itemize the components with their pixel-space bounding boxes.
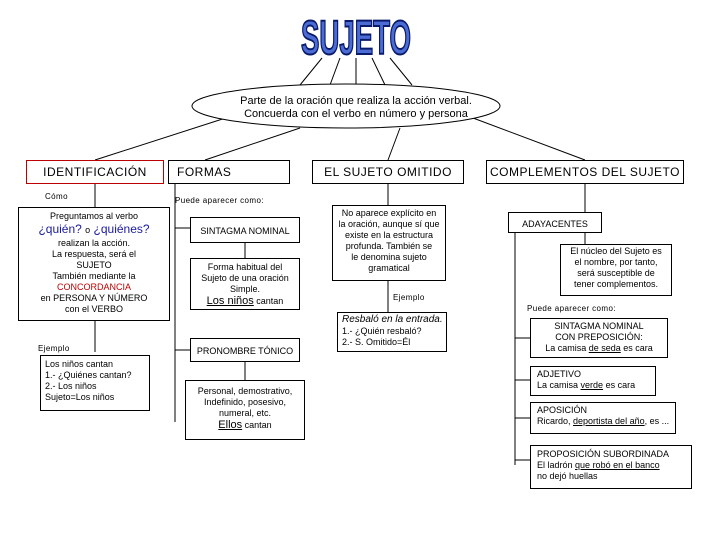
title-logo <box>296 6 416 65</box>
complementos-header: COMPLEMENTOS DEL SUJETO <box>486 160 684 184</box>
identificacion-box <box>18 207 170 321</box>
pronombre-tonico-label: PRONOMBRE TÓNICO <box>196 346 294 356</box>
adyacentes-desc-box <box>560 244 672 296</box>
pron-desc-3: numeral, etc. <box>218 408 272 418</box>
omitido-desc-3: existe en la estructura <box>344 230 434 240</box>
snprep-ex-b: es cara <box>623 343 653 353</box>
pron-desc-2: Indefinido, posesivo, <box>203 397 287 407</box>
sn-desc-1: Forma habitual del <box>207 262 283 272</box>
adyacentes-label: ADAYACENTES <box>522 219 588 229</box>
sn-example <box>191 295 299 307</box>
id-question-1: ¿quién? <box>38 222 82 236</box>
id-line-8: en PERSONA Y NÚMERO <box>40 293 148 303</box>
omitido-desc-2: la oración, aunque sí que <box>338 219 440 229</box>
omitido-ex-3: 2.- S. Omitido=Él <box>342 337 411 347</box>
snprep-ex <box>531 343 667 354</box>
proposicion-box <box>530 445 692 489</box>
formas-puede-label: Puede aparecer como: <box>175 196 264 205</box>
sintagma-nominal-box <box>190 217 300 243</box>
complementos-puede-label: Puede aparecer como: <box>527 304 616 313</box>
id-question-2: ¿quiénes? <box>93 222 150 236</box>
definition-line-1: Parte de la oración que realiza la acción verbal. <box>240 95 472 107</box>
id-line-4: La respuesta, será el <box>51 249 137 259</box>
adyacentes-box <box>508 212 602 233</box>
omitido-desc-4: profunda. También se <box>345 241 433 251</box>
prop-ex-a: El ladrón <box>537 460 573 470</box>
id-ex-2: 1.- ¿Quiénes cantan? <box>45 370 132 380</box>
id-line-5: SUJETO <box>76 260 112 270</box>
sn-desc-3: Simple. <box>229 284 260 294</box>
definition-text <box>200 95 512 121</box>
aposicion-box <box>530 402 676 434</box>
apos-ex-a: Ricardo, <box>537 416 571 426</box>
adj-ex <box>537 380 655 391</box>
apos-ex <box>537 416 675 427</box>
formas-header: FORMAS <box>168 160 290 184</box>
id-line-1: Preguntamos al verbo <box>49 211 139 221</box>
adj-1: ADJETIVO <box>537 369 582 379</box>
page-title: SUJETO <box>301 12 411 65</box>
sn-desc-2: Sujeto de una oración <box>201 273 289 283</box>
snprep-2: CON PREPOSICIÓN: <box>555 332 643 342</box>
prop-1: PROPOSICIÓN SUBORDINADA <box>537 449 670 459</box>
omitido-ex-1: Resbaló en la entrada. <box>342 314 443 325</box>
ady-desc-4: tener complementos. <box>573 279 659 289</box>
snprep-1: SINTAGMA NOMINAL <box>554 321 644 331</box>
apos-ex-b: , es ... <box>644 416 670 426</box>
id-line-7: CONCORDANCIA <box>56 282 131 292</box>
definition-line-2: Concuerda con el verbo en número y persona <box>244 108 468 120</box>
pron-desc-box <box>185 380 305 440</box>
omitido-example-box <box>337 312 447 352</box>
sn-prep-box <box>530 318 668 358</box>
omitido-desc-5: le denomina sujeto <box>351 252 427 262</box>
sn-example-subject: Los niños <box>206 295 254 307</box>
pron-example-rest: cantan <box>244 420 272 430</box>
apos-ex-u: deportista del año <box>573 416 645 426</box>
sn-desc-box <box>190 258 300 310</box>
id-line-3: realizan la acción. <box>57 238 131 248</box>
id-line-9: con el VERBO <box>64 304 124 314</box>
omitido-header: EL SUJETO OMITIDO <box>312 160 464 184</box>
snprep-ex-u: de seda <box>588 343 621 353</box>
adj-ex-a: La camisa <box>537 380 579 390</box>
id-ex-4: Sujeto=Los niños <box>45 392 115 402</box>
id-ejemplo-label: Ejemplo <box>38 344 70 353</box>
id-example-box <box>40 355 150 411</box>
pron-example-subject: Ellos <box>218 419 243 431</box>
id-question-o: o <box>85 225 91 235</box>
id-questions <box>19 222 169 238</box>
sintagma-nominal-label: SINTAGMA NOMINAL <box>200 226 290 236</box>
omitido-desc-1: No aparece explícito en <box>341 208 437 218</box>
pron-desc-1: Personal, demostrativo, <box>197 386 293 396</box>
omitido-desc-box <box>332 205 446 281</box>
como-label: Cómo <box>45 192 68 201</box>
omitido-ejemplo-label: Ejemplo <box>393 293 425 302</box>
snprep-ex-a: La camisa <box>545 343 587 353</box>
prop-ex-u: que robó en el banco <box>575 460 660 470</box>
sn-example-rest: cantan <box>256 296 284 306</box>
ady-desc-2: el nombre, por tanto, <box>574 257 658 267</box>
ady-desc-1: El núcleo del Sujeto es <box>570 246 662 256</box>
omitido-desc-6: gramatical <box>368 263 410 273</box>
id-ex-1: Los niños cantan <box>45 359 114 369</box>
id-ex-3: 2.- Los niños <box>45 381 97 391</box>
prop-ex-line1 <box>537 460 691 471</box>
adj-ex-b: es cara <box>605 380 636 390</box>
pron-example <box>186 419 304 432</box>
omitido-ex-2: 1.- ¿Quién resbaló? <box>342 326 422 336</box>
identificacion-header: IDENTIFICACIÓN <box>26 160 164 184</box>
id-line-6: También mediante la <box>52 271 136 281</box>
apos-1: APOSICIÓN <box>537 405 588 415</box>
ady-desc-3: será susceptible de <box>577 268 655 278</box>
adjetivo-box <box>530 366 656 396</box>
pronombre-tonico-box <box>190 338 300 362</box>
prop-ex-b: no dejó huellas <box>537 471 598 481</box>
adj-ex-u: verde <box>580 380 604 390</box>
